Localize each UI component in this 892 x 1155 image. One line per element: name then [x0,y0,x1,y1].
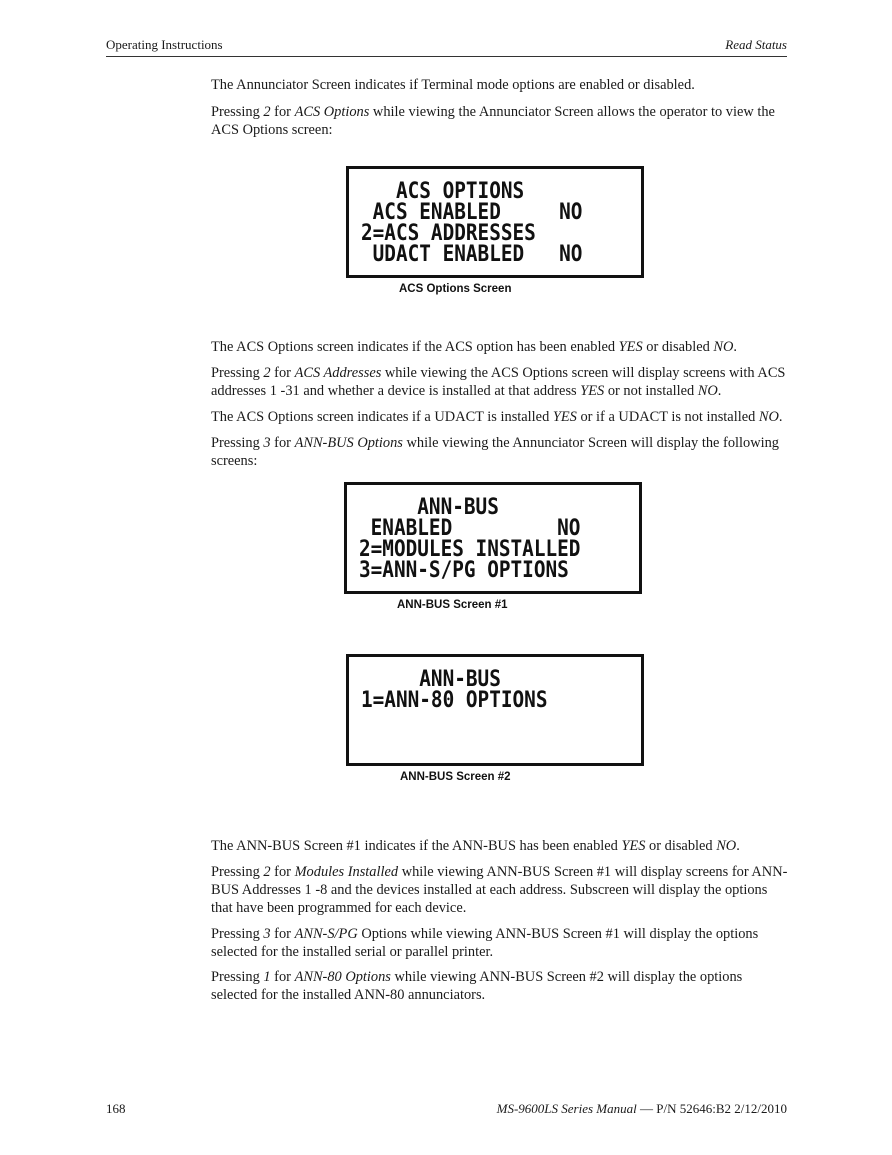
lcd-line: 2=ACS ADDRESSES [361,221,536,246]
lcd-line: 2=MODULES INSTALLED [359,537,581,562]
lcd-line: 3=ANN-S/PG OPTIONS [359,558,569,583]
paragraph-udact: The ACS Options screen indicates if a UDACT is installed YES or if a UDACT is not installed NO. [211,409,783,425]
ann-bus-screen-2-caption: ANN-BUS Screen #2 [400,771,511,783]
manual-reference: MS-9600LS Series Manual — P/N 52646:B2 2/12/2010 [496,1101,787,1116]
paragraph-ann-bus-enabled: The ANN-BUS Screen #1 indicates if the ANN-BUS has been enabled YES or disabled NO. [211,838,740,854]
acs-options-lcd-screen [346,166,644,278]
paragraph-ann-80-options: Pressing 1 for ANN-80 Options while viewing ANN-BUS Screen #2 will display the options selected for the installed ANN-80 annunciators. [211,969,743,1003]
paragraph-acs-options: Pressing 2 for ACS Options while viewing the Annunciator Screen allows the operator to view the ACS Options screen: [211,104,775,138]
ann-bus-screen-2-lcd [346,654,644,766]
lcd-line: 1=ANN-80 OPTIONS [361,688,548,713]
page-number: 168 [106,1101,126,1116]
lcd-line: ANN-BUS [359,495,499,520]
lcd-line: ENABLED NO [359,516,581,541]
ann-bus-screen-1-lcd [344,482,642,594]
ann-bus-screen-1-caption: ANN-BUS Screen #1 [397,599,508,611]
lcd-line: ANN-BUS [361,667,501,692]
paragraph-acs-enabled: The ACS Options screen indicates if the ACS option has been enabled YES or disabled NO. [211,339,738,355]
header-chapter-title: Read Status [725,37,787,52]
paragraph-modules-installed: Pressing 2 for Modules Installed while viewing ANN-BUS Screen #1 will display screens for ANN-BUS Addresses 1 -8 and the devices installed at each address. Subscreen will display the options that have been programmed for each device. [211,864,788,916]
lcd-line: ACS OPTIONS [361,179,525,204]
page-header [106,36,787,57]
paragraph-annunciator-screen: The Annunciator Screen indicates if Terminal mode options are enabled or disabled. [211,77,695,93]
lcd-line: UDACT ENABLED NO [361,242,583,267]
acs-options-caption: ACS Options Screen [399,283,512,295]
paragraph-ann-bus-options: Pressing 3 for ANN-BUS Options while viewing the Annunciator Screen will display the following screens: [211,435,779,469]
paragraph-ann-s-pg: Pressing 3 for ANN-S/PG Options while viewing ANN-BUS Screen #1 will display the options selected for the installed serial or parallel printer. [211,926,759,960]
header-section-title: Operating Instructions [106,37,223,52]
lcd-line: ACS ENABLED NO [361,200,583,225]
paragraph-acs-addresses: Pressing 2 for ACS Addresses while viewing the ACS Options screen will display screens with ACS addresses 1 -31 and whether a device is installed at that address YES or not installed NO. [211,365,786,399]
